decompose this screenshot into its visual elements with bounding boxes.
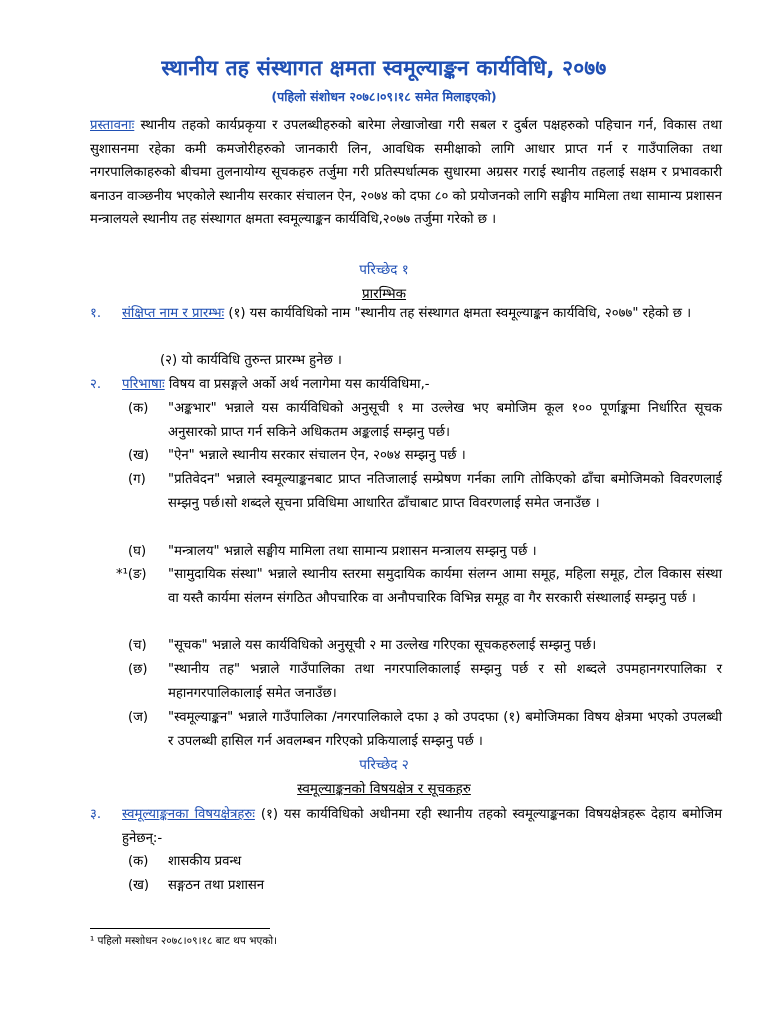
chapter-2-heading: परिच्छेद २ — [359, 757, 409, 773]
definition-label: (छ) — [128, 662, 148, 677]
footnote: ¹ पहिलो मस्शोधन २०७८।०९।१८ बाट थप भएको। — [90, 935, 278, 947]
section-1-label: संक्षिप्त नाम र प्रारम्भः — [122, 306, 225, 321]
chapter-2-subheading: स्वमूल्याङ्कनको विषयक्षेत्र र सूचकहरु — [297, 781, 471, 797]
definition-text: "अङ्कभार" भन्नाले यस कार्यविधिको अनुसूची १ मा उल्लेख भए बमोजिम कूल १०० पूर्णाङ्कमा निर्धारित सूचक अनुसारको प्राप्त गर्न सकिने अधिकतम अङ्कलाई सम्झनु पर्छ। — [168, 401, 722, 440]
section-2 — [122, 373, 722, 397]
definition-text: "मन्त्रालय" भन्नाले सङ्घीय मामिला तथा सामान्य प्रशासन मन्त्रालय सम्झनु पर्छ । — [168, 544, 537, 559]
section-1-sub-2: (२) यो कार्यविधि तुरुन्त प्रारम्भ हुनेछ । — [160, 353, 342, 368]
definition-text: "सामुदायिक संस्था" भन्नाले स्थानीय स्तरमा समुदायिक कार्यमा संलग्न आमा समूह, महिला समूह, टोल विकास संस्था वा यस्तै कार्यमा संलग्न संगठित औपचारिक वा अनौपचारिक विभिन्न समूह वा गैर सरकारी संस्थालाई सम्झनु पर्छ । — [168, 567, 722, 606]
section-2-text: विषय वा प्रसङ्गले अर्को अर्थ नलागेमा यस कार्यविधिमा,- — [164, 377, 430, 392]
definition-text: "प्रतिवेदन" भन्नाले स्वमूल्याङ्कनबाट प्राप्त नतिजालाई सम्प्रेषण गर्नका लागि तोकिएको ढाँचा बमोजिमको विवरणलाई सम्झनु पर्छ।सो शब्दले सूचना प्रविधिमा आधारित ढाँचाबाट प्राप्त विवरणलाई समेत जनाउँछ । — [168, 472, 722, 511]
section-1 — [122, 302, 722, 326]
subject-area-label: (ख) — [128, 878, 150, 893]
section-3-text: (१) यस कार्यविधिको अधीनमा रही स्थानीय तहको स्वमूल्याङ्कनका विषयक्षेत्रहरू देहाय बमोजिम हुनेछन्:- — [122, 807, 722, 846]
subject-area-text: सङ्गठन तथा प्रशासन — [168, 878, 265, 893]
definition-text: "स्थानीय तह" भन्नाले गाउँपालिका तथा नगरपालिकालाई सम्झनु पर्छ र सो शब्दले उपमहानगरपालिका र महानगरपालिकालाई समेत जनाउँछ। — [168, 662, 722, 701]
section-1-text: (१) यस कार्यविधिको नाम "स्थानीय तह संस्थागत क्षमता स्वमूल्याङ्कन कार्यविधि, २०७७" रहेको छ । — [224, 306, 692, 321]
definition-text: "स्वमूल्याङ्कन" भन्नाले गाउँपालिका /नगरपालिकाले दफा ३ को उपदफा (१) बमोजिमका विषय क्षेत्रमा भएको उपलब्धी र उपलब्धी हासिल गर्न अवलम्बन गरिएको प्रकियालाई सम्झनु पर्छ । — [168, 710, 722, 749]
footnote-divider — [90, 928, 270, 929]
definition-label: (ग) — [128, 472, 146, 487]
definition-text: "सूचक" भन्नाले यस कार्यविधिको अनुसूची २ मा उल्लेख गरिएका सूचकहरुलाई सम्झनु पर्छ। — [168, 638, 597, 653]
section-2-number: २. — [90, 377, 102, 392]
section-3-number: ३. — [90, 807, 102, 822]
definition-label: (क) — [128, 401, 149, 416]
document-title: स्थानीय तह संस्थागत क्षमता स्वमूल्याङ्कन कार्यविधि, २०७७ — [161, 56, 607, 80]
preamble-text: स्थानीय तहको कार्यप्रकृया र उपलब्धीहरुको बारेमा लेखाजोखा गरी सबल र दुर्बल पक्षहरुको पहिचान गर्न, विकास तथा सुशासनमा रहेका कमी कमजोरीहरुको जानकारी लिन, आवधिक समीक्षाको लागि आधार प्राप्त गर्न र गाउँपालिका तथा नगरपालिकाहरुको बीचमा तुलनायोग्य सूचकहरु तर्जुमा गरी प्रतिस्पर्धात्मक सुधारमा अग्रसर गराई स्थानीय तहलाई सक्षम र प्रभावकारी बनाउन वाञ्छनीय भएकोले स्थानीय सरकार संचालन ऐन, २०७४ को दफा ८० को प्रयोजनको लागि सङ्घीय मामिला तथा सामान्य प्रशासन मन्त्रालयले स्थानीय तह संस्थागत क्षमता स्वमूल्याङ्कन कार्यविधि,२०७७ तर्जुमा गरेको छ । — [90, 118, 722, 227]
section-3 — [122, 803, 722, 850]
preamble-label: प्रस्तावनाः — [90, 118, 135, 133]
preamble — [90, 114, 722, 232]
document-subtitle: (पहिलो संशोधन २०७८।०९।१८ समेत मिलाइएको) — [271, 89, 497, 104]
definition-text: "ऐन" भन्नाले स्थानीय सरकार संचालन ऐन, २०७४ सम्झनु पर्छ । — [168, 448, 466, 463]
definition-label: *¹(ङ) — [116, 567, 147, 582]
subject-area-label: (क) — [128, 854, 149, 869]
chapter-1-heading: परिच्छेद १ — [359, 262, 409, 278]
section-3-label: स्वमूल्याङ्कनका विषयक्षेत्रहरुः — [122, 807, 255, 822]
subject-area-text: शासकीय प्रवन्ध — [168, 854, 242, 869]
section-2-label: परिभाषाः — [122, 377, 165, 392]
definition-label: (च) — [128, 638, 147, 653]
definition-label: (ज) — [128, 710, 149, 725]
definition-label: (घ) — [128, 544, 147, 559]
section-1-number: १. — [90, 306, 102, 321]
chapter-1-subheading: प्रारम्भिक — [361, 286, 407, 302]
definition-label: (ख) — [128, 448, 150, 463]
